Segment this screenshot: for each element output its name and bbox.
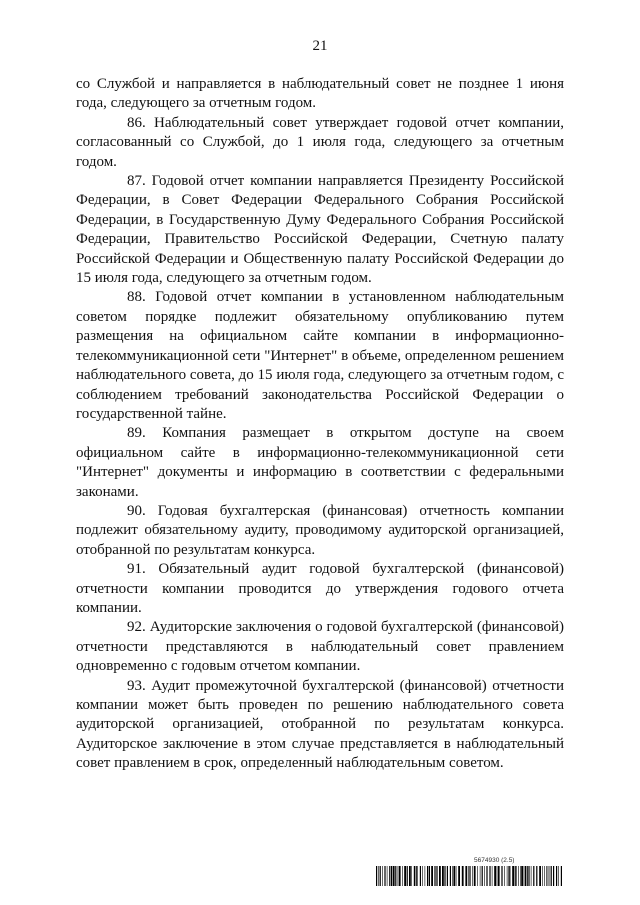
paragraph-continuation: со Службой и направляется в наблюдательный совет не позднее 1 июня года, следующего за отчетным годом.	[76, 76, 564, 112]
page-number: 21	[312, 38, 328, 54]
paragraph-89: 89. Компания размещает в открытом доступе на своем официальном сайте в информационно-телекоммуникационной сети "Интернет" документы и информацию в соответствии с федеральными законами.	[76, 425, 564, 500]
paragraph-91: 91. Обязательный аудит годовой бухгалтерской (финансовой) отчетности компании проводится до утверждения годового отчета компании.	[76, 561, 564, 616]
document-code: 5674930 (2.5)	[474, 857, 515, 864]
barcode-icon	[376, 866, 564, 886]
paragraph-93: 93. Аудит промежуточной бухгалтерской (финансовой) отчетности компании может быть проведен по решению наблюдательного совета аудиторской организацией, отобранной по результатам конкурса. Аудиторское заключение в этом случае представляется в наблюдательный совет правлением в срок, определенный наблюдательным советом.	[76, 677, 564, 772]
paragraph-86: 86. Наблюдательный совет утверждает годовой отчет компании, согласованный со Службой, до 1 июля года, следующего за отчетным годом.	[76, 114, 564, 170]
paragraph-90: 90. Годовая бухгалтерская (финансовая) отчетность компании подлежит обязательному аудиту, проводимому аудиторской организацией, отобранной по результатам конкурса.	[76, 502, 564, 558]
document-body	[76, 75, 564, 774]
paragraph-87: 87. Годовой отчет компании направляется Президенту Российской Федерации, в Совет Федерации Федерального Собрания Российской Федерации, в Государственную Думу Федерального Собрания Российской Федерации, Правительство Российской Федерации, Счетную палату Российской Федерации и Общественную палату Российской Федерации до 15 июля года, следующего за отчетным годом.	[76, 173, 564, 287]
paragraph-88: 88. Годовой отчет компании в установленном наблюдательным советом порядке подлежит обязательному опубликованию путем размещения на официальном сайте компании в информационно-телекоммуникационной сети "Интернет" в объеме, определенном решением наблюдательного совета, до 15 июля года, следующего за отчетным годом, с соблюдением требований законодательства Российской Федерации о государственной тайне.	[76, 289, 564, 422]
paragraph-92: 92. Аудиторские заключения о годовой бухгалтерской (финансовой) отчетности представляются в наблюдательный совет правлением одновременно с годовым отчетом компании.	[76, 619, 564, 675]
